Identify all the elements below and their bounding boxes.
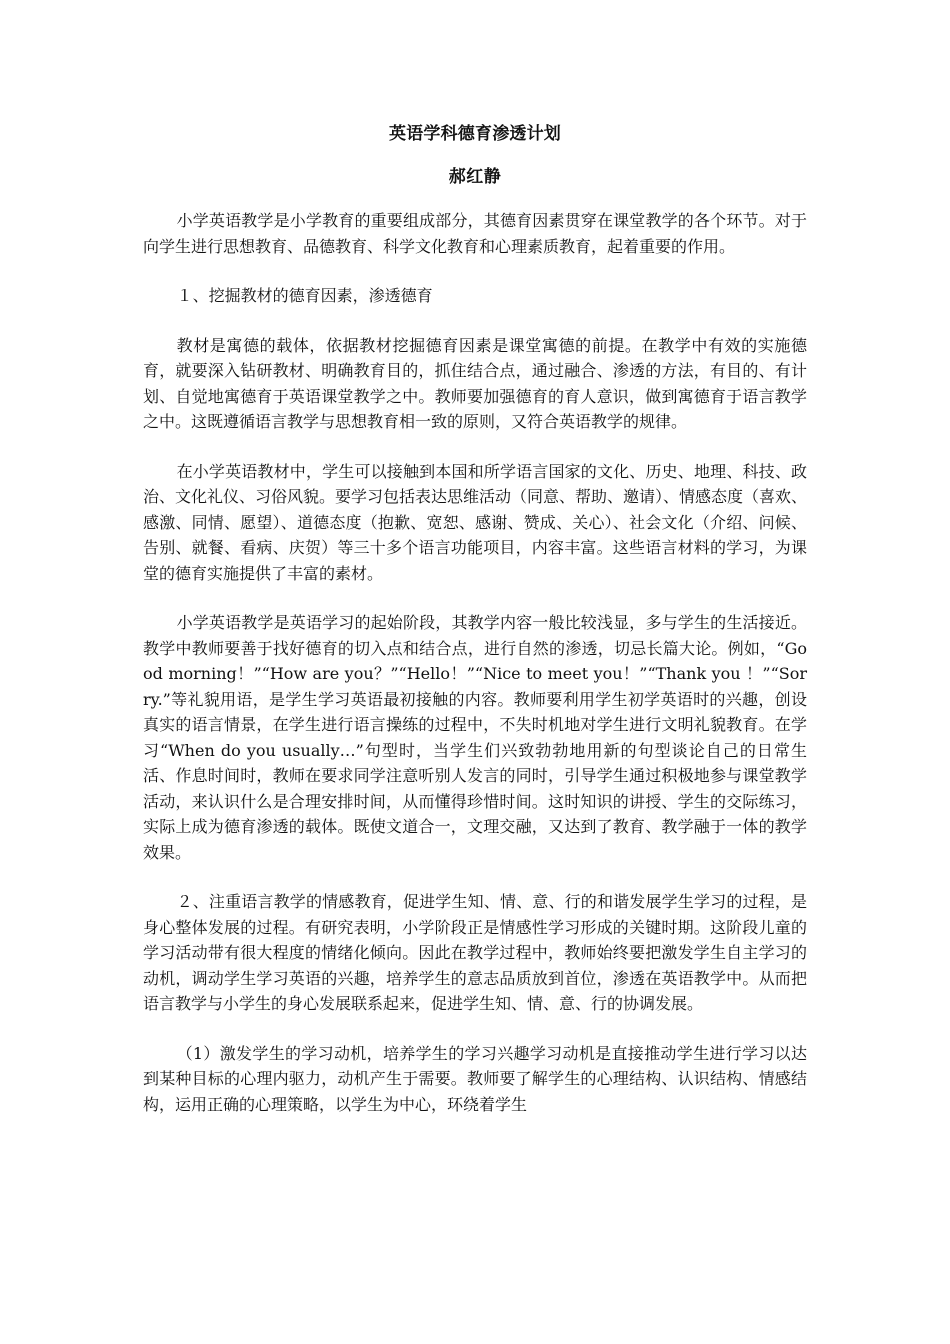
document-body — [143, 120, 807, 1141]
paragraph-content: 在小学英语教材中，学生可以接触到本国和所学语言国家的文化、历史、地理、科技、政治、文化礼仪、习俗风貌。要学习包括表达思维活动（同意、帮助、邀请）、情感态度（喜欢、感激、同情、愿望）、道德态度（抱歉、宽恕、感谢、赞成、关心）、社会文化（介绍、问候、告别、就餐、看病、庆贺）等三十多个语言功能项目，内容丰富。这些语言材料的学习，为课堂的德育实施提供了丰富的素材。 — [143, 461, 808, 583]
section-heading-1: １、挖掘教材的德育因素，渗透德育 — [176, 286, 433, 305]
paragraph-materials: 教材是寓德的载体，依据教材挖掘德育因素是课堂寓德的前提。在教学中有效的实施德育，就要深入钻研教材、明确教育目的，抓住结合点，通过融合、渗透的方法，有目的、有计划、自觉地寓德育于英语课堂教学之中。教师要加强德育的育人意识，做到寓德育于语言教学之中。这既遵循语言教学与思想教育相一致的原则，又符合英语教学的规律。 — [143, 335, 807, 431]
document-author: 郝红静 — [448, 167, 502, 187]
document-title: 英语学科德育渗透计划 — [389, 124, 561, 144]
paragraph-examples: 小学英语教学是英语学习的起始阶段，其教学内容一般比较浅显，多与学生的生活接近。教学中教师要善于找好德育的切入点和结合点，进行自然的渗透，切忌长篇大论。例如，“Good morning！”“How are you？”“Hello！”“Nice to meet you！”“Thank you ！”“Sorry.”等礼貌用语，是学生学习英语最初接触的内容。教师要利用学生初学英语时的兴趣，创设真实的语言情景，在学生进行语言操练的过程中，不失时机地对学生进行文明礼貌教育。在学习“When do you usually…”句型时，当学生们兴致勃勃地用新的句型谈论自己的日常生活、作息时间时，教师在要求同学注意听别人发言的同时，引导学生通过积极地参与课堂教学活动，来认识什么是合理安排时间，从而懂得珍惜时间。这时知识的讲授、学生的交际练习，实际上成为德育渗透的载体。既使文道合一，文理交融，又达到了教育、教学融于一体的教学效果。 — [143, 613, 807, 862]
paragraph-intro: 小学英语教学是小学教育的重要组成部分，其德育因素贯穿在课堂教学的各个环节。对于向学生进行思想教育、品德教育、科学文化教育和心理素质教育，起着重要的作用。 — [143, 211, 807, 256]
paragraph-motivation: （1）激发学生的学习动机，培养学生的学习兴趣学习动机是直接推动学生进行学习以达到某种目标的心理内驱力，动机产生于需要。教师要了解学生的心理结构、认识结构、情感结构，运用正确的心理策略，以学生为中心，环绕着学生 — [143, 1043, 807, 1114]
paragraph-emotion-education: ２、注重语言教学的情感教育，促进学生知、情、意、行的和谐发展学生学习的过程，是身心整体发展的过程。有研究表明，小学阶段正是情感性学习形成的关键时期。这阶段儿童的学习活动带有很大程度的情绪化倾向。因此在教学过程中，教师始终要把激发学生自主学习的动机，调动学生学习英语的兴趣，培养学生的意志品质放到首位，渗透在英语教学中。从而把语言教学与小学生的身心发展联系起来，促进学生知、情、意、行的协调发展。 — [143, 892, 807, 1013]
